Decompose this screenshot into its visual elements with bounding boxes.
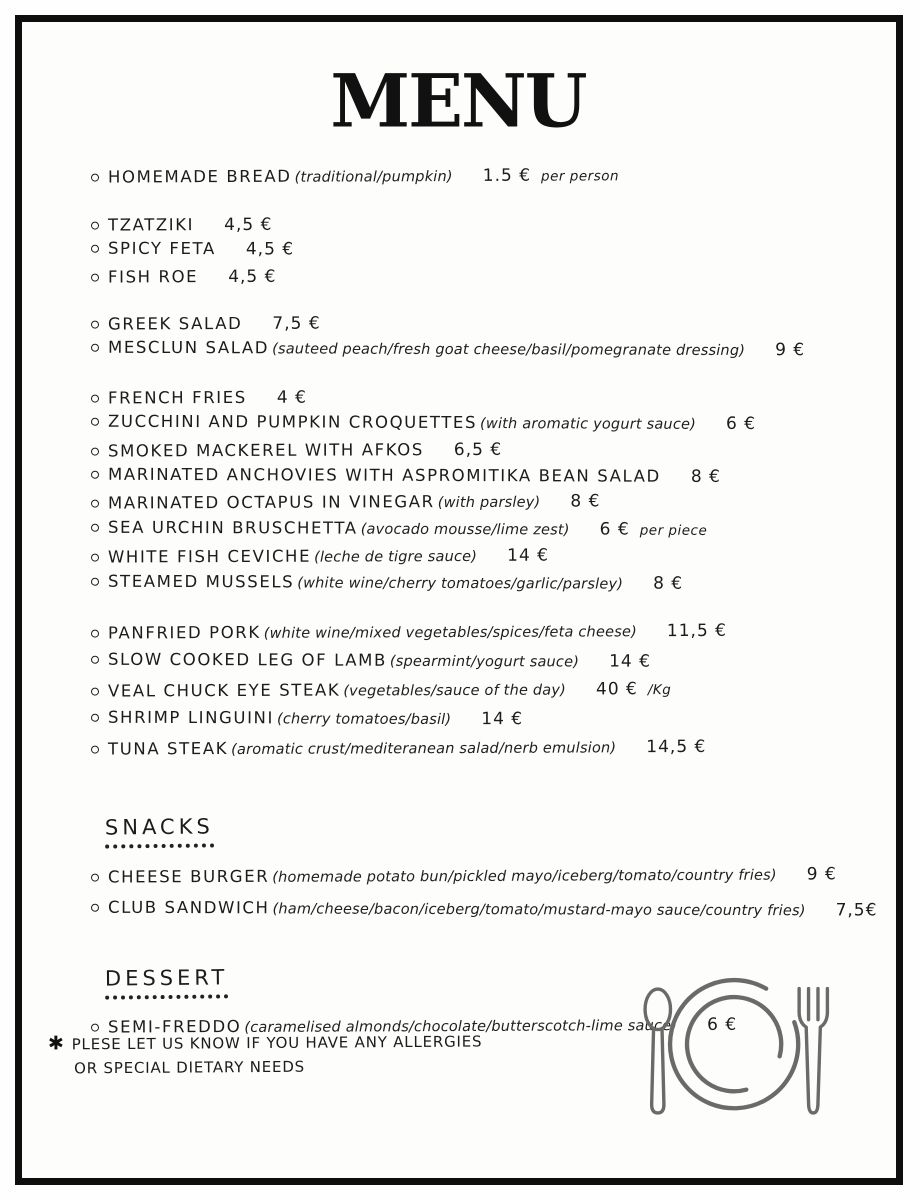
menu-items-list xyxy=(89,618,827,763)
section-heading: DESSERT xyxy=(105,965,229,999)
item-price: 14,5 € xyxy=(646,736,707,758)
asterisk-icon: ✱ xyxy=(47,1032,65,1055)
item-price: 4,5 € xyxy=(224,214,273,236)
item-description: (vegetables/sauce of the day) xyxy=(343,682,567,700)
menu-item xyxy=(89,236,827,265)
item-price: 14 € xyxy=(481,709,524,730)
menu-item xyxy=(89,435,827,464)
item-price: 14 € xyxy=(507,545,550,566)
menu-sections xyxy=(89,163,878,1042)
bullet-circle-icon xyxy=(91,470,99,478)
item-name: TZATZIKI xyxy=(107,215,195,235)
item-name: GREEK SALAD xyxy=(107,313,243,334)
menu-item xyxy=(89,616,827,648)
menu-item xyxy=(89,487,827,517)
bullet-circle-icon xyxy=(91,320,99,328)
item-name: PANFRIED PORK xyxy=(107,622,261,643)
item-price: 8 € xyxy=(690,466,721,487)
bullet-circle-icon xyxy=(91,1023,99,1031)
menu-item xyxy=(89,261,827,290)
bullet-circle-icon xyxy=(91,343,99,351)
menu-section xyxy=(89,211,827,289)
item-price: 40 € xyxy=(595,679,638,700)
item-name: FRENCH FRIES xyxy=(107,387,247,408)
menu-section xyxy=(89,163,827,190)
menu-item xyxy=(89,462,827,491)
bullet-circle-icon xyxy=(91,523,99,531)
item-name: WHITE FISH CEVICHE xyxy=(107,546,312,567)
item-description: (cherry tomatoes/basil) xyxy=(276,711,452,728)
fork-icon xyxy=(799,989,827,1113)
menu-item xyxy=(89,515,827,545)
menu-item xyxy=(89,858,837,894)
item-price: 14 € xyxy=(609,651,651,672)
plate-icon xyxy=(670,980,798,1108)
plate-and-cutlery-icon xyxy=(638,972,834,1122)
bullet-circle-icon xyxy=(91,173,99,181)
item-name: CLUB SANDWICH xyxy=(107,897,270,918)
bullet-circle-icon xyxy=(91,577,99,585)
item-name: SPICY FETA xyxy=(107,238,216,259)
item-description: (spearmint/yogurt sauce) xyxy=(389,653,580,671)
bullet-circle-icon xyxy=(91,745,99,753)
item-price: 4,5 € xyxy=(245,239,295,260)
item-name: SEMI-FREDDO xyxy=(107,1016,242,1037)
item-description: (leche de tigre sauce) xyxy=(314,548,478,566)
menu-item xyxy=(89,161,827,191)
item-description: (avocado mousse/lime zest) xyxy=(360,521,570,539)
bullet-circle-icon xyxy=(91,655,99,663)
menu-items-list xyxy=(89,310,827,363)
item-price: 6 € xyxy=(599,519,630,540)
item-price: 8 € xyxy=(570,491,601,512)
bullet-circle-icon xyxy=(91,273,99,281)
bullet-circle-icon xyxy=(91,713,99,721)
item-name: VEAL CHUCK EYE STEAK xyxy=(107,680,341,701)
item-price-suffix: per person xyxy=(540,168,620,185)
menu-item xyxy=(89,209,827,238)
bullet-circle-icon xyxy=(91,553,99,561)
item-name: FISH ROE xyxy=(107,267,199,287)
item-name: TUNA STEAK xyxy=(107,739,229,759)
item-description: (caramelised almonds/chocolate/butterscotch-lime sauce) xyxy=(244,1018,678,1036)
item-description: (white wine/mixed vegetables/spices/feta cheese) xyxy=(263,624,637,642)
item-name: SMOKED MACKEREL WITH AFKOS xyxy=(107,440,424,461)
bullet-circle-icon xyxy=(91,394,99,402)
bullet-circle-icon xyxy=(91,687,99,695)
bullet-circle-icon xyxy=(91,629,99,637)
menu-section xyxy=(89,814,878,926)
item-name: SLOW COOKED LEG OF LAMB xyxy=(107,649,387,670)
page-title: MENU xyxy=(330,57,586,144)
item-price: 6 € xyxy=(725,413,757,435)
menu-item xyxy=(89,892,878,928)
item-price: 6 € xyxy=(707,1014,738,1035)
bullet-circle-icon xyxy=(91,903,99,911)
menu-items-list xyxy=(89,384,827,597)
item-price-suffix: /Kg xyxy=(647,682,672,699)
item-description: (traditional/pumpkin) xyxy=(294,169,453,186)
item-price: 4,5 € xyxy=(228,266,277,288)
item-name: SHRIMP LINGUINI xyxy=(107,707,275,728)
menu-items-list xyxy=(89,211,827,289)
item-name: MESCLUN SALAD xyxy=(107,337,270,358)
item-price: 9 € xyxy=(806,864,837,885)
item-name: MARINATED OCTAPUS IN VINEGAR xyxy=(107,492,435,513)
menu-item xyxy=(89,674,827,706)
bullet-circle-icon xyxy=(91,499,99,507)
item-description: (with parsley) xyxy=(437,494,541,512)
item-name: ZUCCHINI AND PUMPKIN CROQUETTES xyxy=(107,411,478,433)
bullet-circle-icon xyxy=(91,221,99,229)
menu-item xyxy=(89,732,827,764)
item-price: 11,5 € xyxy=(666,620,728,642)
menu-items-list xyxy=(89,163,827,190)
section-heading: SNACKS xyxy=(105,814,214,848)
item-price: 1.5 € xyxy=(482,165,532,186)
item-price: 7,5 € xyxy=(272,313,321,334)
spoon-icon xyxy=(645,989,670,1113)
item-description: (white wine/cherry tomatoes/garlic/parsley) xyxy=(297,575,624,593)
allergy-note-line1: PLESE LET US KNOW IF YOU HAVE ANY ALLERGIES xyxy=(71,1032,483,1054)
menu-items-list xyxy=(89,860,878,926)
item-price: 7,5€ xyxy=(835,900,878,921)
menu-section xyxy=(89,384,827,597)
allergy-note-line2: OR SPECIAL DIETARY NEEDS xyxy=(74,1057,306,1078)
item-description: (aromatic crust/mediteranean salad/nerb emulsion) xyxy=(231,740,617,758)
item-name: MARINATED ANCHOVIES WITH ASPROMITIKA BEAN SALAD xyxy=(107,464,661,486)
menu-item xyxy=(89,704,827,736)
item-price: 6,5 € xyxy=(453,439,503,461)
item-price-suffix: per piece xyxy=(639,522,708,539)
menu-item xyxy=(89,409,827,439)
item-name: STEAMED MUSSELS xyxy=(107,571,295,592)
menu-item xyxy=(89,541,827,571)
bullet-circle-icon xyxy=(91,873,99,881)
item-description: (ham/cheese/bacon/iceberg/tomato/mustard-mayo sauce/country fries) xyxy=(272,901,806,920)
item-description: (with aromatic yogurt sauce) xyxy=(480,416,697,433)
bullet-circle-icon xyxy=(91,417,99,425)
item-price: 8 € xyxy=(653,573,684,594)
bullet-circle-icon xyxy=(91,447,99,455)
menu-section xyxy=(89,618,827,763)
menu-item xyxy=(89,646,827,678)
menu-item xyxy=(89,335,827,365)
item-price: 4 € xyxy=(276,387,307,408)
allergy-note xyxy=(48,1028,483,1080)
menu-item xyxy=(89,569,827,599)
menu-item xyxy=(89,382,827,411)
item-description: (sauteed peach/fresh goat cheese/basil/pomegranate dressing) xyxy=(272,341,746,360)
item-name: HOMEMADE BREAD xyxy=(107,166,292,187)
item-name: CHEESE BURGER xyxy=(107,866,270,887)
bullet-circle-icon xyxy=(91,244,99,252)
item-description: (homemade potato bun/pickled mayo/iceberg/tomato/country fries) xyxy=(272,867,777,886)
menu-item xyxy=(89,308,827,337)
item-price: 9 € xyxy=(775,340,806,361)
menu-section xyxy=(89,310,827,363)
item-name: SEA URCHIN BRUSCHETTA xyxy=(107,517,358,538)
